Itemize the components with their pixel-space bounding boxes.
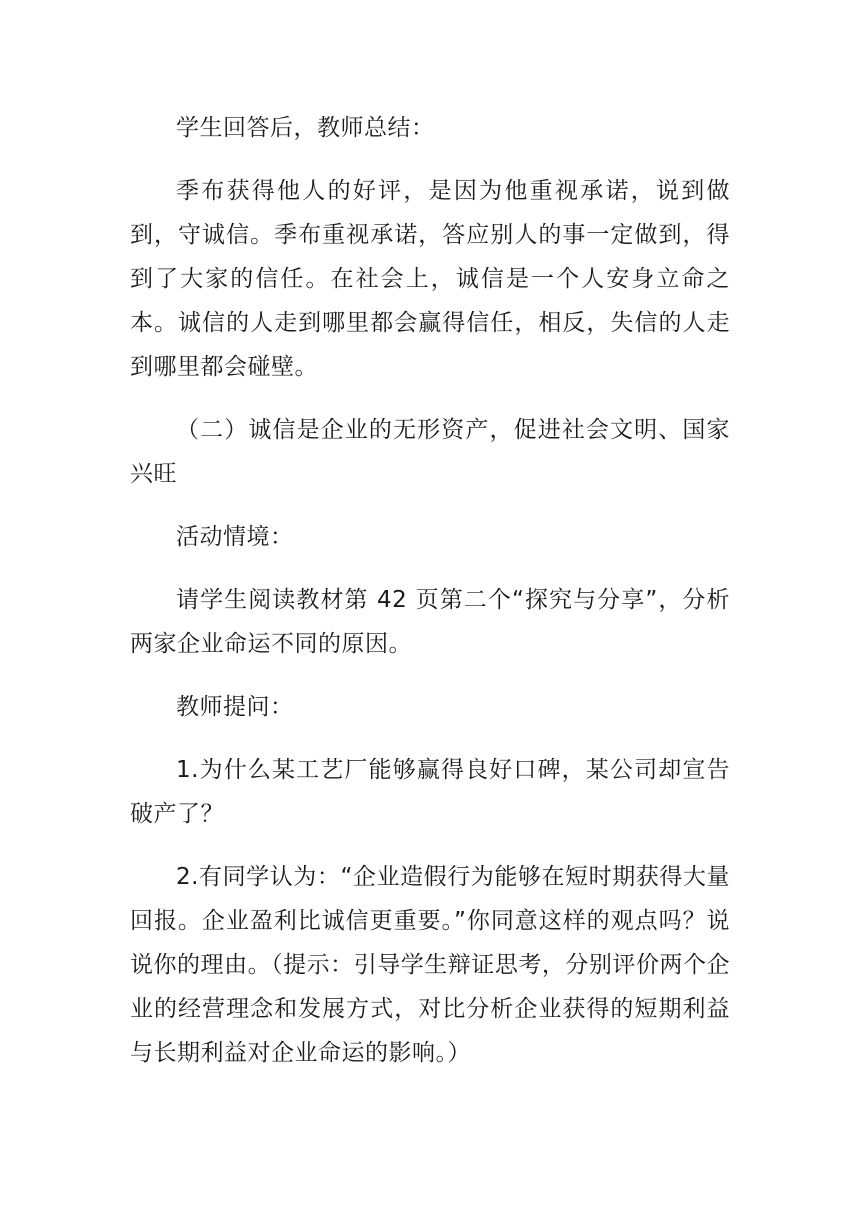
document-page xyxy=(130,106,730,1094)
paragraph-reading-task: 请学生阅读教材第 42 页第二个“探究与分享”，分析两家企业命运不同的原因。 xyxy=(130,587,730,657)
paragraph-teacher-question-intro: 教师提问： xyxy=(176,694,294,720)
question-item-1: 1.为什么某工艺厂能够赢得良好口碑，某公司却宣告破产了？ xyxy=(130,757,730,827)
section-heading-enterprise-integrity: （二）诚信是企业的无形资产，促进社会文明、国家兴旺 xyxy=(130,417,730,487)
paragraph-activity-context: 活动情境： xyxy=(176,524,294,550)
question-item-2: 2.有同学认为：“企业造假行为能够在短时期获得大量回报。企业盈利比诚信更重要。”你同意这样的观点吗？说说你的理由。（提示：引导学生辩证思考，分别评价两个企业的经营理念和发展方式，对比分析企业获得的短期利益与长期利益对企业命运的影响。） xyxy=(130,864,730,1066)
paragraph-jibu-summary: 季布获得他人的好评，是因为他重视承诺，说到做到，守诚信。季布重视承诺，答应别人的事一定做到，得到了大家的信任。在社会上，诚信是一个人安身立命之本。诚信的人走到哪里都会赢得信任，相反，失信的人走到哪里都会碰壁。 xyxy=(130,178,730,380)
paragraph-teacher-summary-intro: 学生回答后，教师总结： xyxy=(176,115,435,141)
